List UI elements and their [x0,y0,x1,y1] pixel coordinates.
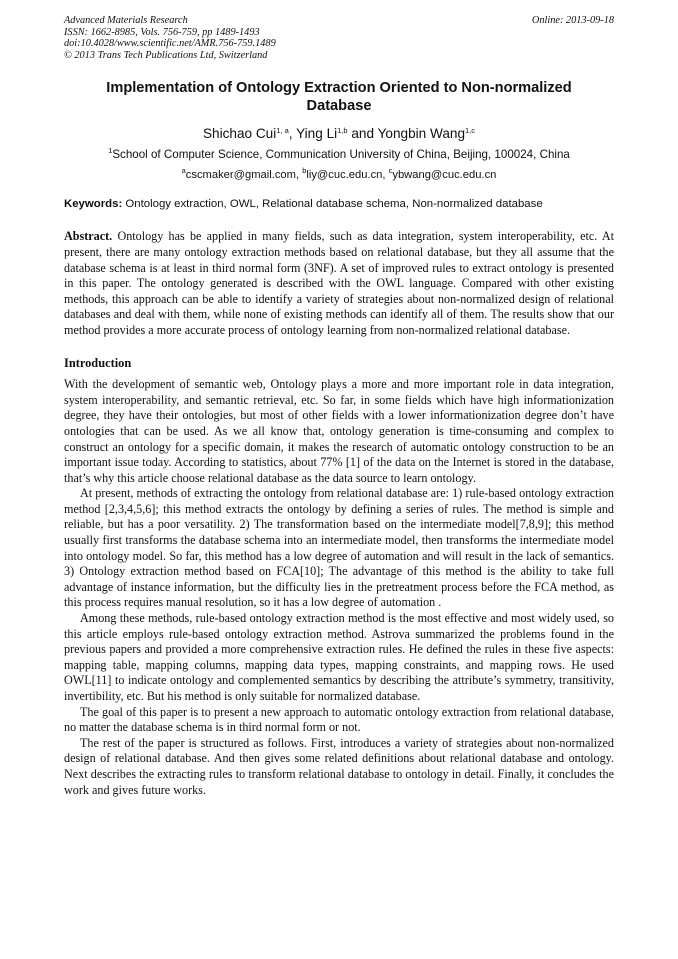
paper-title: Implementation of Ontology Extraction Oriented to Non-normalized Database [106,80,572,115]
email-separator: , [295,169,303,182]
journal-name: Advanced Materials Research [64,15,188,26]
paragraph: At present, methods of extracting the ontology from relational database are: 1) rule-based ontology extraction method [2,3,4,5,6]; this method extracts the ontology by defining a series of rules. The method is simple and reliable, but has a poor versatility. 2) The transformation based on the intermediate model[7,8,9]; this method usually first transforms the database schema into an intermediate model, then transforms the intermediate model into ontology model. So far, this method has a low degree of automation and will result in the lack of semantics. 3) Ontology extraction method based on FCA[10]; The advantage of this method is the ability to take full advantage of instance information, but the difficulty lies in the pretreatment process before the FCA method, as this process requires manual resolution, so it has a low degree of automation . [64,486,614,610]
paragraph: Among these methods, rule-based ontology extraction method is the most effective and most widely used, so this article employs rule-based ontology extraction method. Astrova summarized the problems found in the previous papers and provided a more comprehensive extraction rules. He defined the rules in these five aspects: mapping table, mapping columns, mapping data types, mapping constraints, and mapping rows. He used OWL[11] to indicate ontology and complemented semantics by describing the attribute’s symmetry, transitivity, invertibility, etc. But his method is only suitable for normalized database. [64,611,614,703]
abstract-label: Abstract. [64,229,113,244]
affiliation-text: School of Computer Science, Communication University of China, Beijing, 100024, China [112,148,570,162]
author-superscript: 1, a [276,126,289,136]
abstract-text: Ontology has be applied in many fields, such as data integration, system interoperability, etc. At present, there are many ontology extraction methods based on relational database, but they all assume that the database schema is at least in third normal form (3NF). A set of improved rules to extract ontology is presented in this paper. The ontology generated is described with the OWL language. Compared with other existing methods, this approach can be able to identify a variety of strategies about non-normalized design of relational databases and deal with them, while none of existing methods can identify all of them. The results show that our method provides a more accurate process of ontology learning from non-normalized relational database. [64,229,614,337]
journal-doi: doi:10.4028/www.scientific.net/AMR.756-759.1489 [64,38,276,50]
abstract [64,229,614,338]
author-separator: and [347,126,378,142]
journal-copyright: © 2013 Trans Tech Publications Ltd, Switzerland [64,49,268,61]
affiliation [64,147,614,162]
online-date: Online: 2013-09-18 [531,15,614,26]
introduction-body [64,377,614,798]
author-name: Shichao Cui [202,126,277,142]
keywords [64,197,614,212]
keywords-label: Keywords: [64,198,123,211]
email-list [64,168,614,183]
email-separator: , [382,169,389,182]
paragraph: The rest of the paper is structured as follows. First, introduces a variety of strategies about non-normalized design of relational database. And then gives some related definitions about relational database and ontology. Next describes the extracting rules to transform relational database to ontology in detail. Finally, it concludes the work and gives future works. [64,735,614,797]
author-list [64,125,614,143]
email-superscript: a [181,166,186,176]
journal-header [64,15,614,61]
author-superscript: 1,b [337,126,348,136]
keywords-text: Ontology extraction, OWL, Relational database schema, Non-normalized database [122,198,543,211]
author-name: Yongbin Wang [377,126,466,142]
affiliation-superscript: 1 [108,146,113,156]
email-superscript: b [302,166,307,176]
email-address[interactable]: cscmaker@gmail.com [185,169,296,182]
author-separator: , [288,126,297,142]
email-address[interactable]: liy@cuc.edu.cn [306,169,383,182]
email-superscript: c [388,166,393,176]
paragraph: The goal of this paper is to present a new approach to automatic ontology extraction from relational database, no matter the database schema is in third normal form or not. [64,704,614,735]
author-name: Ying Li [296,126,338,142]
author-superscript: 1,c [465,126,476,136]
paragraph: With the development of semantic web, Ontology plays a more and more important role in data integration, system interoperability, and semantic retrieval, etc. So far, in some fields which have high informationization degree, they have their ontologies, but most of other fields with a lower informationization degree don’t have ontologies that can be used. As we all know that, ontology generation is time-consuming and complex to construct an ontology for a specific domain, it makes the research of automatic ontology construction to be an important issue today. According to statistics, about 77% [1] of the data on the Internet is stored in the database, that’s why this article choose relational database as the data source to learn ontology. [64,377,614,485]
section-heading-introduction: Introduction [64,355,132,370]
email-address[interactable]: ybwang@cuc.edu.cn [392,169,497,182]
journal-issn: ISSN: 1662-8985, Vols. 756-759, pp 1489-1493 [64,26,260,38]
